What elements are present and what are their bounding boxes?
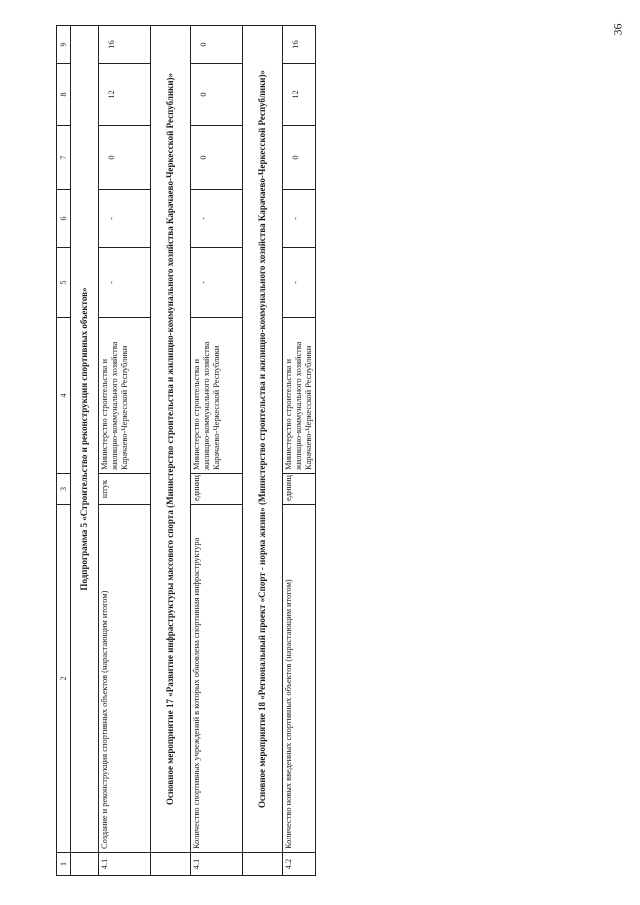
responsible-org: Министерство строительства и жилищно-коммунального хозяйства Карачаево-Черкесской Республики bbox=[99, 318, 151, 474]
col-number: 6 bbox=[57, 190, 71, 248]
responsible-org: Министерство строительства и жилищно-коммунального хозяйства Карачаево-Черкесской Республики bbox=[283, 318, 316, 474]
section-title: Основное мероприятие 17 «Развитие инфраструктуры массового спорта (Министерство строительства и жилищно-коммунального хозяйства Карачаево-Черкесской Республики)» bbox=[151, 26, 191, 853]
col-number: 9 bbox=[57, 26, 71, 64]
col-number: 3 bbox=[57, 474, 71, 505]
value-col9: 0 bbox=[191, 26, 243, 64]
value-col8: 12 bbox=[283, 64, 316, 126]
rotated-table-wrapper bbox=[56, 26, 313, 876]
unit: штук bbox=[99, 474, 151, 505]
indicator-name: Количество новых введенных спортивных объектов (нарастающим итогом) bbox=[283, 505, 316, 853]
section-row bbox=[243, 26, 283, 876]
table-row bbox=[283, 26, 316, 876]
row-number: 4.1 bbox=[99, 853, 151, 876]
col-number: 4 bbox=[57, 318, 71, 474]
value-col8: 0 bbox=[191, 64, 243, 126]
row-number: 4.2 bbox=[283, 853, 316, 876]
value-col8: 12 bbox=[99, 64, 151, 126]
col-number: 2 bbox=[57, 505, 71, 853]
col-number: 8 bbox=[57, 64, 71, 126]
section-title: Основное мероприятие 18 «Региональный проект «Спорт - норма жизни» (Министерство строительства и жилищно-коммунального хозяйства Карачаево-Черкесской Республики)» bbox=[243, 26, 283, 853]
section-title: Подпрограмма 5 «Строительство и реконструкция спортивных объектов» bbox=[71, 26, 99, 853]
value-col6: - bbox=[99, 190, 151, 248]
value-col5: - bbox=[99, 248, 151, 318]
table-row bbox=[191, 26, 243, 876]
section-row bbox=[71, 26, 99, 876]
value-col6: - bbox=[283, 190, 316, 248]
section-row bbox=[151, 26, 191, 876]
responsible-org: Министерство строительства и жилищно-коммунального хозяйства Карачаево-Черкесской Республики bbox=[191, 318, 243, 474]
value-col5: - bbox=[191, 248, 243, 318]
row-number: 4.1 bbox=[191, 853, 243, 876]
value-col5: - bbox=[283, 248, 316, 318]
value-col7: 0 bbox=[283, 126, 316, 190]
indicator-name: Создание и реконструкция спортивных объектов (нарастающим итогом) bbox=[99, 505, 151, 853]
table-row bbox=[99, 26, 151, 876]
col-number: 7 bbox=[57, 126, 71, 190]
indicator-name: Количество спортивных учреждений в которых обновлена спортивная инфраструктура bbox=[191, 505, 243, 853]
value-col9: 16 bbox=[99, 26, 151, 64]
value-col6: - bbox=[191, 190, 243, 248]
indicators-table bbox=[56, 25, 316, 876]
column-number-row bbox=[57, 26, 71, 876]
page-number: 36 bbox=[610, 23, 625, 36]
unit: единиц bbox=[191, 474, 243, 505]
col-number: 5 bbox=[57, 248, 71, 318]
col-number: 1 bbox=[57, 853, 71, 876]
value-col7: 0 bbox=[191, 126, 243, 190]
value-col9: 16 bbox=[283, 26, 316, 64]
value-col7: 0 bbox=[99, 126, 151, 190]
unit: единиц bbox=[283, 474, 316, 505]
